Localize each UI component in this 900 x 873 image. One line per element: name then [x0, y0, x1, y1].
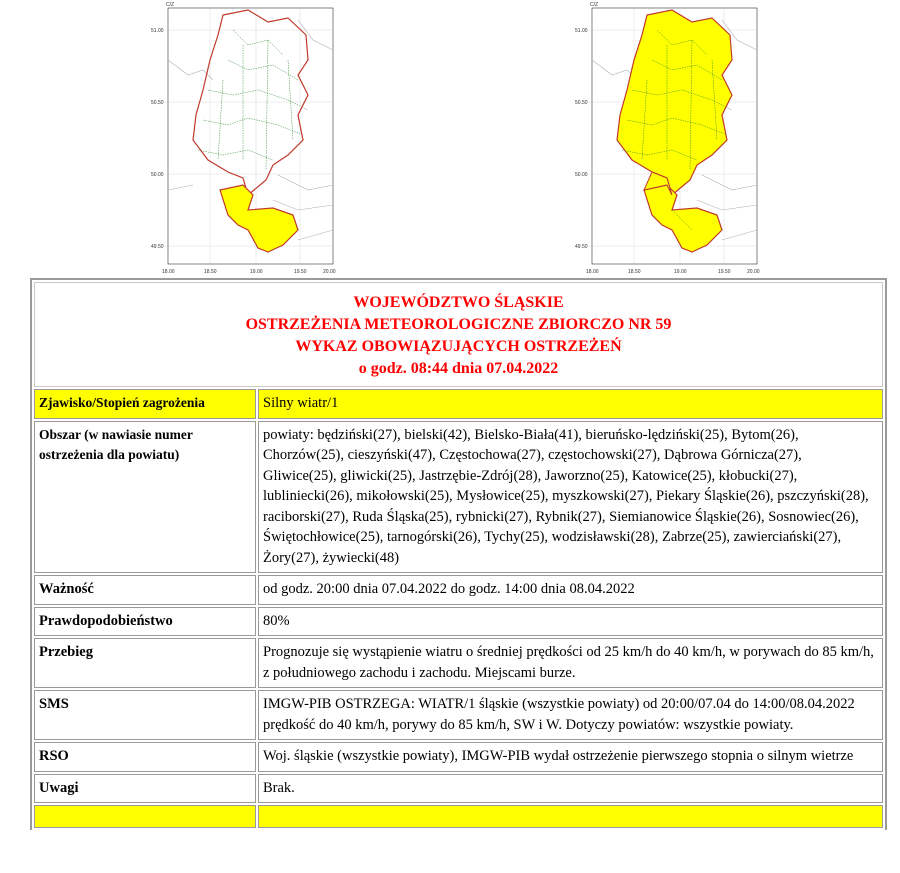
row-probability: [34, 607, 883, 637]
lat-label: 50.50: [575, 100, 588, 106]
next-row-cell: [34, 805, 256, 828]
corner-label: C/Z: [166, 2, 175, 8]
sms-value: IMGW-PIB OSTRZEGA: WIATR/1 śląskie (wszystkie powiaty) od 20:00/07.04 do 14:00/08.04.2022 prędkość do 40 km/h, porywy do 85 km/h, SW i W. Dotyczy powiatów: wszystkie powiaty.: [258, 690, 883, 740]
bulletin-title-number: OSTRZEŻENIA METEOROLOGICZNE ZBIORCZO NR 59: [245, 316, 672, 333]
bulletin-header: [34, 282, 883, 387]
area-label: Obszar (w nawiasie numer ostrzeżenia dla powiatu): [34, 421, 256, 574]
row-validity: [34, 575, 883, 605]
sms-label: SMS: [34, 690, 256, 740]
lon-label: 18.00: [586, 269, 599, 275]
lon-label: 19.50: [718, 269, 731, 275]
lon-label: 18.00: [162, 269, 175, 275]
lon-label: 19.00: [250, 269, 263, 275]
row-course: [34, 638, 883, 688]
probability-label: Prawdopodobieństwo: [34, 607, 256, 637]
remarks-label: Uwagi: [34, 774, 256, 804]
row-phenomenon: [34, 389, 883, 419]
bulletin-title-region: WOJEWÓDZTWO ŚLĄSKIE: [353, 294, 564, 311]
lat-label: 49.50: [575, 244, 588, 250]
bulletin-table: [32, 387, 885, 830]
lat-label: 50.00: [575, 172, 588, 178]
phenomenon-label: Zjawisko/Stopień zagrożenia: [34, 389, 256, 419]
warning-map-left: [148, 0, 338, 278]
bulletin-title-list: WYKAZ OBOWIĄZUJĄCYCH OSTRZEŻEŃ: [295, 338, 622, 355]
lon-label: 19.00: [674, 269, 687, 275]
map-svg-left: [148, 0, 338, 278]
area-value: powiaty: będziński(27), bielski(42), Bielsko-Biała(41), bieruńsko-lędziński(25), Bytom(26), Chorzów(25), cieszyński(47), Częstochowa(27), częstochowski(27), Dąbrowa Górnicza(27), Gliwice(25), gliwicki(25), Jastrzębie-Zdrój(28), Jaworzno(25), Katowice(25), kłobucki(27), lubliniecki(26), mikołowski(25), Mysłowice(25), myszkowski(27), Piekary Śląskie(26), pszczyński(28), raciborski(27), Ruda Śląska(25), rybnicki(27), Rybnik(27), Siemianowice Śląskie(26), Sosnowiec(26), Świętochłowice(25), tarnogórski(26), Tychy(25), wodzisławski(28), Zabrze(25), zawierciański(27), Żory(27), żywiecki(48): [258, 421, 883, 574]
lat-label: 51.00: [575, 28, 588, 34]
lon-label: 19.50: [294, 269, 307, 275]
lon-label: 18.50: [628, 269, 641, 275]
row-rso: [34, 742, 883, 772]
lat-label: 50.00: [151, 172, 164, 178]
course-label: Przebieg: [34, 638, 256, 688]
lat-label: 50.50: [151, 100, 164, 106]
bulletin-title-time: o godz. 08:44 dnia 07.04.2022: [358, 360, 559, 377]
course-value: Prognozuje się wystąpienie wiatru o średniej prędkości od 25 km/h do 40 km/h, w porywach do 85 km/h, z południowego zachodu i zachodu. Miejscami burze.: [258, 638, 883, 688]
row-next-start: [34, 805, 883, 828]
validity-label: Ważność: [34, 575, 256, 605]
lon-label: 20.00: [323, 269, 336, 275]
lon-label: 18.50: [204, 269, 217, 275]
row-area: [34, 421, 883, 574]
map-svg-right: [572, 0, 762, 278]
corner-label: C/Z: [590, 2, 599, 8]
row-remarks: [34, 774, 883, 804]
probability-value: 80%: [258, 607, 883, 637]
lon-label: 20.00: [747, 269, 760, 275]
rso-label: RSO: [34, 742, 256, 772]
rso-value: Woj. śląskie (wszystkie powiaty), IMGW-PIB wydał ostrzeżenie pierwszego stopnia o silnym wietrze: [258, 742, 883, 772]
lat-label: 49.50: [151, 244, 164, 250]
warning-bulletin: [30, 278, 887, 830]
validity-value: od godz. 20:00 dnia 07.04.2022 do godz. 14:00 dnia 08.04.2022: [258, 575, 883, 605]
remarks-value: Brak.: [258, 774, 883, 804]
lat-label: 51.00: [151, 28, 164, 34]
warning-map-right: [572, 0, 762, 278]
next-row-cell: [258, 805, 883, 828]
row-sms: [34, 690, 883, 740]
phenomenon-value: Silny wiatr/1: [258, 389, 883, 419]
